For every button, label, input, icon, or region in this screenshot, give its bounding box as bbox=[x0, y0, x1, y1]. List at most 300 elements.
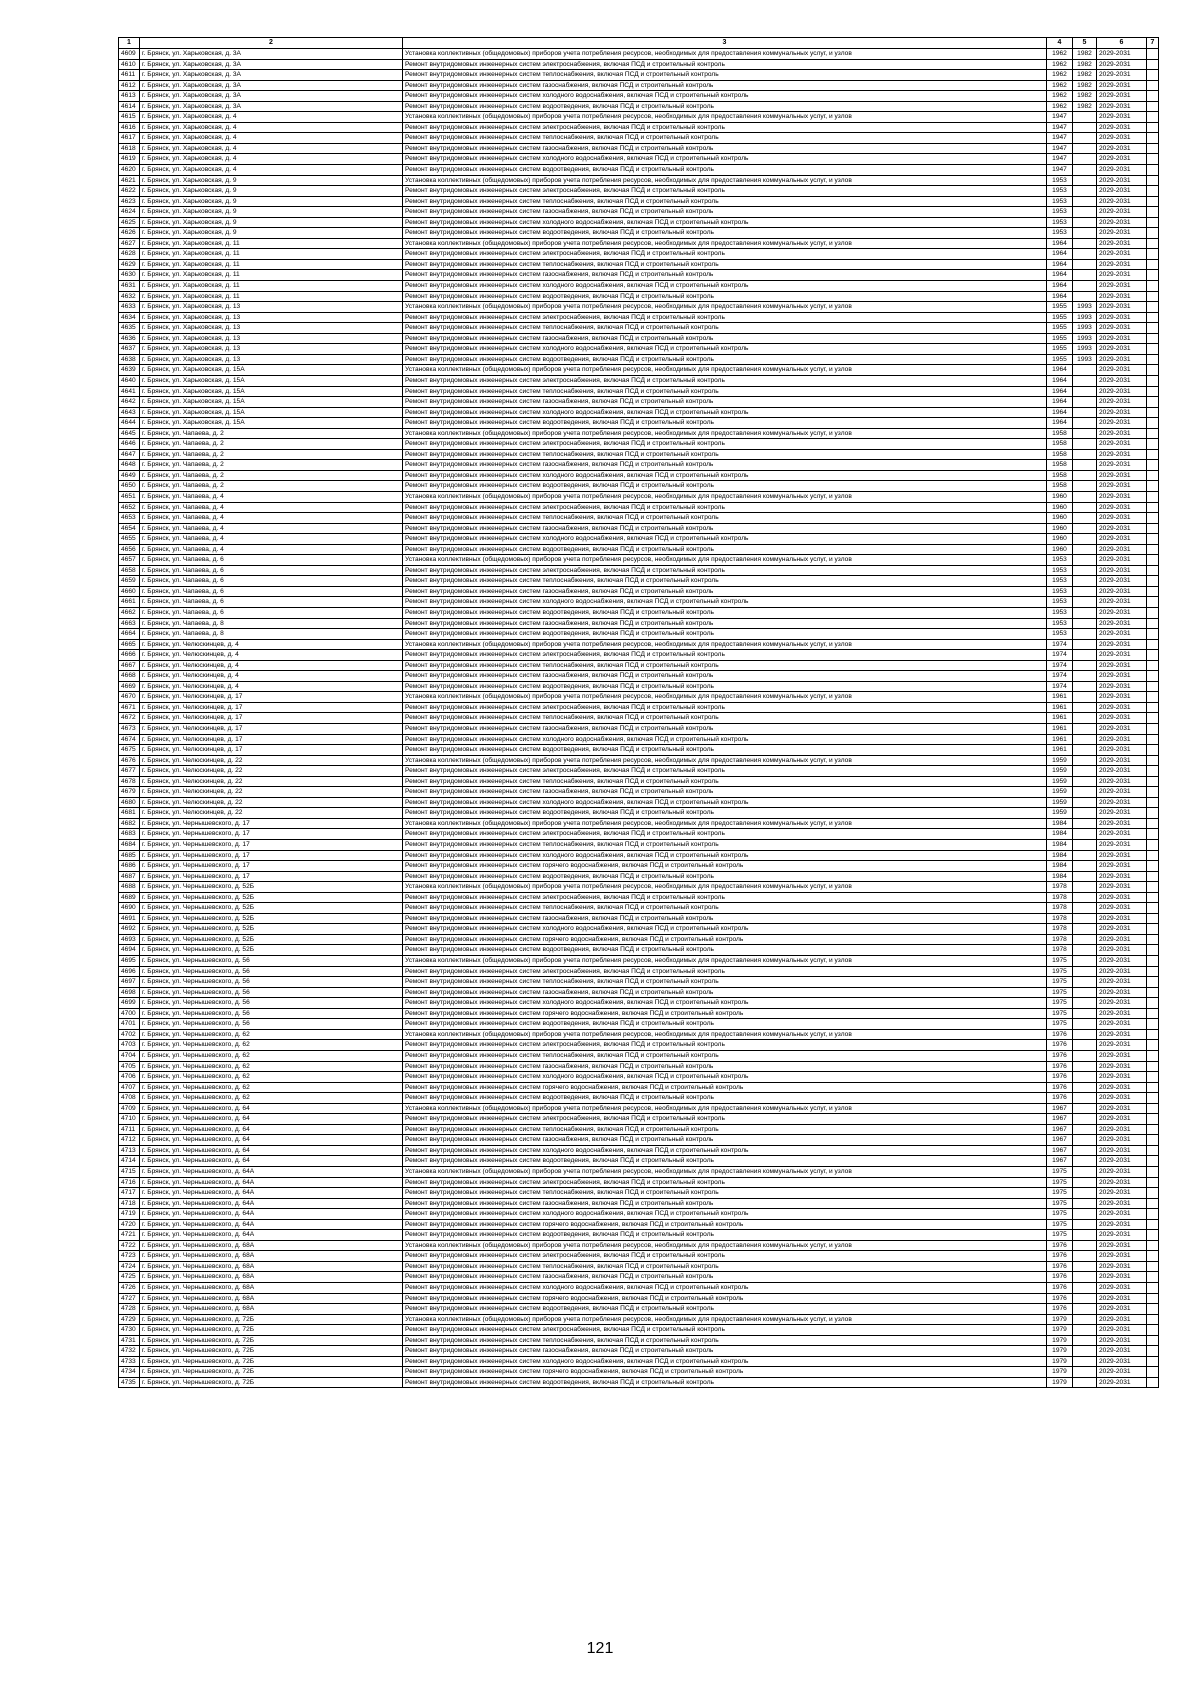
build-year-cell: 1975 bbox=[1047, 977, 1073, 988]
build-year-cell: 1958 bbox=[1047, 470, 1073, 481]
work-type-cell: Ремонт внутридомовых инженерных систем водоотведения, включая ПСД и строительный контроль bbox=[403, 481, 1047, 492]
period-cell: 2029-2031 bbox=[1097, 238, 1147, 249]
renovation-year-cell bbox=[1073, 365, 1097, 376]
table-row bbox=[119, 502, 1159, 513]
renovation-year-cell bbox=[1073, 523, 1097, 534]
table-row bbox=[119, 365, 1159, 376]
table-row bbox=[119, 207, 1159, 218]
address-cell: г. Брянск, ул. Чернышевского, д. 52Б bbox=[140, 924, 403, 935]
address-cell: г. Брянск, ул. Чапаева, д. 2 bbox=[140, 439, 403, 450]
table-row bbox=[119, 681, 1159, 692]
row-number: 4670 bbox=[119, 692, 140, 703]
table-row bbox=[119, 449, 1159, 460]
row-number: 4611 bbox=[119, 70, 140, 81]
period-cell: 2029-2031 bbox=[1097, 882, 1147, 893]
work-type-cell: Ремонт внутридомовых инженерных систем водоотведения, включая ПСД и строительный контроль bbox=[403, 1304, 1047, 1315]
period-cell: 2029-2031 bbox=[1097, 1272, 1147, 1283]
period-cell: 2029-2031 bbox=[1097, 903, 1147, 914]
address-cell: г. Брянск, ул. Харьковская, д. 3А bbox=[140, 49, 403, 60]
period-cell: 2029-2031 bbox=[1097, 122, 1147, 133]
note-cell bbox=[1147, 49, 1159, 60]
address-cell: г. Брянск, ул. Чапаева, д. 8 bbox=[140, 618, 403, 629]
address-cell: г. Брянск, ул. Чернышевского, д. 56 bbox=[140, 1008, 403, 1019]
work-type-cell: Ремонт внутридомовых инженерных систем газоснабжения, включая ПСД и строительный контроль bbox=[403, 618, 1047, 629]
period-cell: 2029-2031 bbox=[1097, 207, 1147, 218]
build-year-cell: 1953 bbox=[1047, 629, 1073, 640]
note-cell bbox=[1147, 1177, 1159, 1188]
work-type-cell: Ремонт внутридомовых инженерных систем электроснабжения, включая ПСД и строительный контроль bbox=[403, 186, 1047, 197]
work-type-cell: Ремонт внутридомовых инженерных систем теплоснабжения, включая ПСД и строительный контроль bbox=[403, 449, 1047, 460]
renovation-year-cell bbox=[1073, 544, 1097, 555]
address-cell: г. Брянск, ул. Харьковская, д. 13 bbox=[140, 344, 403, 355]
address-cell: г. Брянск, ул. Харьковская, д. 13 bbox=[140, 302, 403, 313]
period-cell: 2029-2031 bbox=[1097, 808, 1147, 819]
build-year-cell: 1975 bbox=[1047, 1230, 1073, 1241]
row-number: 4675 bbox=[119, 745, 140, 756]
address-cell: г. Брянск, ул. Челюскинцев, д. 17 bbox=[140, 745, 403, 756]
build-year-cell: 1978 bbox=[1047, 913, 1073, 924]
work-type-cell: Ремонт внутридомовых инженерных систем газоснабжения, включая ПСД и строительный контроль bbox=[403, 270, 1047, 281]
row-number: 4641 bbox=[119, 386, 140, 397]
renovation-year-cell bbox=[1073, 1072, 1097, 1083]
note-cell bbox=[1147, 1135, 1159, 1146]
period-cell: 2029-2031 bbox=[1097, 1377, 1147, 1388]
table-row bbox=[119, 1335, 1159, 1346]
note-cell bbox=[1147, 1209, 1159, 1220]
work-type-cell: Установка коллективных (общедомовых) приборов учета потребления ресурсов, необходимых для предоставления коммунальных услуг, и узлов bbox=[403, 882, 1047, 893]
note-cell bbox=[1147, 1261, 1159, 1272]
note-cell bbox=[1147, 818, 1159, 829]
period-cell: 2029-2031 bbox=[1097, 776, 1147, 787]
row-number: 4720 bbox=[119, 1219, 140, 1230]
row-number: 4676 bbox=[119, 755, 140, 766]
work-type-cell: Ремонт внутридомовых инженерных систем газоснабжения, включая ПСД и строительный контроль bbox=[403, 207, 1047, 218]
address-cell: г. Брянск, ул. Чернышевского, д. 56 bbox=[140, 987, 403, 998]
row-number: 4701 bbox=[119, 1019, 140, 1030]
note-cell bbox=[1147, 1145, 1159, 1156]
note-cell bbox=[1147, 618, 1159, 629]
table-row bbox=[119, 333, 1159, 344]
address-cell: г. Брянск, ул. Чернышевского, д. 62 bbox=[140, 1061, 403, 1072]
period-cell: 2029-2031 bbox=[1097, 586, 1147, 597]
period-cell: 2029-2031 bbox=[1097, 133, 1147, 144]
address-cell: г. Брянск, ул. Харьковская, д. 11 bbox=[140, 291, 403, 302]
work-type-cell: Ремонт внутридомовых инженерных систем водоотведения, включая ПСД и строительный контроль bbox=[403, 1230, 1047, 1241]
renovation-year-cell bbox=[1073, 1008, 1097, 1019]
note-cell bbox=[1147, 713, 1159, 724]
work-type-cell: Ремонт внутридомовых инженерных систем холодного водоснабжения, включая ПСД и строительный контроль bbox=[403, 154, 1047, 165]
work-type-cell: Ремонт внутридомовых инженерных систем газоснабжения, включая ПСД и строительный контроль bbox=[403, 523, 1047, 534]
document-page bbox=[118, 37, 1158, 1388]
renovation-year-cell bbox=[1073, 513, 1097, 524]
period-cell: 2029-2031 bbox=[1097, 1188, 1147, 1199]
build-year-cell: 1964 bbox=[1047, 407, 1073, 418]
renovation-year-cell bbox=[1073, 1282, 1097, 1293]
period-cell: 2029-2031 bbox=[1097, 850, 1147, 861]
period-cell: 2029-2031 bbox=[1097, 745, 1147, 756]
renovation-year-cell bbox=[1073, 713, 1097, 724]
period-cell: 2029-2031 bbox=[1097, 702, 1147, 713]
row-number: 4618 bbox=[119, 143, 140, 154]
period-cell: 2029-2031 bbox=[1097, 871, 1147, 882]
period-cell: 2029-2031 bbox=[1097, 681, 1147, 692]
period-cell: 2029-2031 bbox=[1097, 1314, 1147, 1325]
period-cell: 2029-2031 bbox=[1097, 281, 1147, 292]
table-row bbox=[119, 734, 1159, 745]
renovation-year-cell bbox=[1073, 259, 1097, 270]
row-number: 4668 bbox=[119, 671, 140, 682]
build-year-cell: 1979 bbox=[1047, 1346, 1073, 1357]
table-row bbox=[119, 787, 1159, 798]
work-type-cell: Ремонт внутридомовых инженерных систем горячего водоснабжения, включая ПСД и строительный контроль bbox=[403, 934, 1047, 945]
address-cell: г. Брянск, ул. Чернышевского, д. 62 bbox=[140, 1029, 403, 1040]
row-number: 4636 bbox=[119, 333, 140, 344]
table-row bbox=[119, 513, 1159, 524]
table-row bbox=[119, 850, 1159, 861]
row-number: 4640 bbox=[119, 375, 140, 386]
table-row bbox=[119, 1209, 1159, 1220]
table-row bbox=[119, 534, 1159, 545]
row-number: 4693 bbox=[119, 934, 140, 945]
work-type-cell: Установка коллективных (общедомовых) приборов учета потребления ресурсов, необходимых для предоставления коммунальных услуг, и узлов bbox=[403, 1166, 1047, 1177]
build-year-cell: 1964 bbox=[1047, 238, 1073, 249]
renovation-year-cell bbox=[1073, 133, 1097, 144]
note-cell bbox=[1147, 660, 1159, 671]
address-cell: г. Брянск, ул. Чапаева, д. 8 bbox=[140, 629, 403, 640]
table-row bbox=[119, 418, 1159, 429]
note-cell bbox=[1147, 407, 1159, 418]
build-year-cell: 1953 bbox=[1047, 607, 1073, 618]
table-row bbox=[119, 122, 1159, 133]
note-cell bbox=[1147, 1251, 1159, 1262]
build-year-cell: 1984 bbox=[1047, 871, 1073, 882]
address-cell: г. Брянск, ул. Харьковская, д. 15А bbox=[140, 418, 403, 429]
period-cell: 2029-2031 bbox=[1097, 333, 1147, 344]
renovation-year-cell bbox=[1073, 1093, 1097, 1104]
table-row bbox=[119, 945, 1159, 956]
address-cell: г. Брянск, ул. Челюскинцев, д. 17 bbox=[140, 713, 403, 724]
row-number: 4674 bbox=[119, 734, 140, 745]
address-cell: г. Брянск, ул. Чернышевского, д. 64А bbox=[140, 1188, 403, 1199]
note-cell bbox=[1147, 1124, 1159, 1135]
table-row bbox=[119, 249, 1159, 260]
build-year-cell: 1975 bbox=[1047, 1198, 1073, 1209]
note-cell bbox=[1147, 913, 1159, 924]
period-cell: 2029-2031 bbox=[1097, 998, 1147, 1009]
column-header: 7 bbox=[1147, 38, 1159, 49]
address-cell: г. Брянск, ул. Челюскинцев, д. 4 bbox=[140, 660, 403, 671]
build-year-cell: 1961 bbox=[1047, 713, 1073, 724]
row-number: 4726 bbox=[119, 1282, 140, 1293]
note-cell bbox=[1147, 302, 1159, 313]
capital-repair-table bbox=[118, 37, 1159, 1388]
table-row bbox=[119, 1040, 1159, 1051]
row-number: 4651 bbox=[119, 491, 140, 502]
row-number: 4642 bbox=[119, 397, 140, 408]
build-year-cell: 1984 bbox=[1047, 861, 1073, 872]
build-year-cell: 1978 bbox=[1047, 903, 1073, 914]
address-cell: г. Брянск, ул. Чернышевского, д. 72Б bbox=[140, 1335, 403, 1346]
renovation-year-cell bbox=[1073, 639, 1097, 650]
renovation-year-cell bbox=[1073, 1114, 1097, 1125]
note-cell bbox=[1147, 101, 1159, 112]
period-cell: 2029-2031 bbox=[1097, 597, 1147, 608]
renovation-year-cell bbox=[1073, 1050, 1097, 1061]
work-type-cell: Установка коллективных (общедомовых) приборов учета потребления ресурсов, необходимых для предоставления коммунальных услуг, и узлов bbox=[403, 1029, 1047, 1040]
address-cell: г. Брянск, ул. Харьковская, д. 3А bbox=[140, 101, 403, 112]
period-cell: 2029-2031 bbox=[1097, 977, 1147, 988]
period-cell: 2029-2031 bbox=[1097, 460, 1147, 471]
period-cell: 2029-2031 bbox=[1097, 312, 1147, 323]
column-header: 2 bbox=[140, 38, 403, 49]
work-type-cell: Ремонт внутридомовых инженерных систем газоснабжения, включая ПСД и строительный контроль bbox=[403, 724, 1047, 735]
build-year-cell: 1964 bbox=[1047, 259, 1073, 270]
renovation-year-cell bbox=[1073, 1166, 1097, 1177]
build-year-cell: 1978 bbox=[1047, 945, 1073, 956]
row-number: 4687 bbox=[119, 871, 140, 882]
work-type-cell: Ремонт внутридомовых инженерных систем теплоснабжения, включая ПСД и строительный контроль bbox=[403, 660, 1047, 671]
row-number: 4688 bbox=[119, 882, 140, 893]
note-cell bbox=[1147, 776, 1159, 787]
table-row bbox=[119, 544, 1159, 555]
table-row bbox=[119, 323, 1159, 334]
renovation-year-cell bbox=[1073, 291, 1097, 302]
work-type-cell: Установка коллективных (общедомовых) приборов учета потребления ресурсов, необходимых для предоставления коммунальных услуг, и узлов bbox=[403, 755, 1047, 766]
table-row bbox=[119, 818, 1159, 829]
row-number: 4661 bbox=[119, 597, 140, 608]
table-row bbox=[119, 724, 1159, 735]
table-row bbox=[119, 966, 1159, 977]
table-row bbox=[119, 903, 1159, 914]
build-year-cell: 1962 bbox=[1047, 101, 1073, 112]
build-year-cell: 1947 bbox=[1047, 133, 1073, 144]
note-cell bbox=[1147, 259, 1159, 270]
address-cell: г. Брянск, ул. Чернышевского, д. 64А bbox=[140, 1209, 403, 1220]
note-cell bbox=[1147, 534, 1159, 545]
address-cell: г. Брянск, ул. Чернышевского, д. 17 bbox=[140, 871, 403, 882]
note-cell bbox=[1147, 924, 1159, 935]
build-year-cell: 1961 bbox=[1047, 692, 1073, 703]
work-type-cell: Ремонт внутридомовых инженерных систем водоотведения, включая ПСД и строительный контроль bbox=[403, 681, 1047, 692]
table-row bbox=[119, 776, 1159, 787]
row-number: 4630 bbox=[119, 270, 140, 281]
row-number: 4629 bbox=[119, 259, 140, 270]
address-cell: г. Брянск, ул. Чапаева, д. 6 bbox=[140, 586, 403, 597]
note-cell bbox=[1147, 439, 1159, 450]
address-cell: г. Брянск, ул. Харьковская, д. 4 bbox=[140, 165, 403, 176]
period-cell: 2029-2031 bbox=[1097, 1103, 1147, 1114]
renovation-year-cell bbox=[1073, 998, 1097, 1009]
build-year-cell: 1984 bbox=[1047, 829, 1073, 840]
build-year-cell: 1967 bbox=[1047, 1135, 1073, 1146]
renovation-year-cell bbox=[1073, 1040, 1097, 1051]
note-cell bbox=[1147, 797, 1159, 808]
table-row bbox=[119, 987, 1159, 998]
work-type-cell: Ремонт внутридомовых инженерных систем теплоснабжения, включая ПСД и строительный контроль bbox=[403, 1335, 1047, 1346]
row-number: 4664 bbox=[119, 629, 140, 640]
build-year-cell: 1976 bbox=[1047, 1050, 1073, 1061]
renovation-year-cell bbox=[1073, 597, 1097, 608]
table-row bbox=[119, 1008, 1159, 1019]
address-cell: г. Брянск, ул. Чернышевского, д. 17 bbox=[140, 850, 403, 861]
address-cell: г. Брянск, ул. Чернышевского, д. 68А bbox=[140, 1240, 403, 1251]
period-cell: 2029-2031 bbox=[1097, 1293, 1147, 1304]
column-header: 1 bbox=[119, 38, 140, 49]
header-row bbox=[119, 38, 1159, 49]
address-cell: г. Брянск, ул. Чернышевского, д. 52Б bbox=[140, 892, 403, 903]
period-cell: 2029-2031 bbox=[1097, 1082, 1147, 1093]
build-year-cell: 1960 bbox=[1047, 544, 1073, 555]
note-cell bbox=[1147, 882, 1159, 893]
row-number: 4717 bbox=[119, 1188, 140, 1199]
period-cell: 2029-2031 bbox=[1097, 344, 1147, 355]
build-year-cell: 1953 bbox=[1047, 597, 1073, 608]
build-year-cell: 1976 bbox=[1047, 1261, 1073, 1272]
work-type-cell: Ремонт внутридомовых инженерных систем электроснабжения, включая ПСД и строительный контроль bbox=[403, 375, 1047, 386]
build-year-cell: 1978 bbox=[1047, 882, 1073, 893]
note-cell bbox=[1147, 1082, 1159, 1093]
period-cell: 2029-2031 bbox=[1097, 1219, 1147, 1230]
table-row bbox=[119, 470, 1159, 481]
work-type-cell: Ремонт внутридомовых инженерных систем водоотведения, включая ПСД и строительный контроль bbox=[403, 808, 1047, 819]
row-number: 4731 bbox=[119, 1335, 140, 1346]
table-row bbox=[119, 1029, 1159, 1040]
address-cell: г. Брянск, ул. Чернышевского, д. 52Б bbox=[140, 882, 403, 893]
note-cell bbox=[1147, 281, 1159, 292]
build-year-cell: 1947 bbox=[1047, 112, 1073, 123]
work-type-cell: Ремонт внутридомовых инженерных систем водоотведения, включая ПСД и строительный контроль bbox=[403, 291, 1047, 302]
work-type-cell: Ремонт внутридомовых инженерных систем газоснабжения, включая ПСД и строительный контроль bbox=[403, 671, 1047, 682]
table-row bbox=[119, 671, 1159, 682]
address-cell: г. Брянск, ул. Чернышевского, д. 52Б bbox=[140, 903, 403, 914]
address-cell: г. Брянск, ул. Чернышевского, д. 64А bbox=[140, 1219, 403, 1230]
row-number: 4610 bbox=[119, 59, 140, 70]
period-cell: 2029-2031 bbox=[1097, 502, 1147, 513]
row-number: 4691 bbox=[119, 913, 140, 924]
period-cell: 2029-2031 bbox=[1097, 565, 1147, 576]
address-cell: г. Брянск, ул. Харьковская, д. 9 bbox=[140, 175, 403, 186]
work-type-cell: Ремонт внутридомовых инженерных систем электроснабжения, включая ПСД и строительный контроль bbox=[403, 702, 1047, 713]
build-year-cell: 1976 bbox=[1047, 1240, 1073, 1251]
renovation-year-cell bbox=[1073, 745, 1097, 756]
renovation-year-cell bbox=[1073, 755, 1097, 766]
build-year-cell: 1959 bbox=[1047, 787, 1073, 798]
address-cell: г. Брянск, ул. Челюскинцев, д. 17 bbox=[140, 734, 403, 745]
renovation-year-cell: 1982 bbox=[1073, 70, 1097, 81]
work-type-cell: Ремонт внутридомовых инженерных систем электроснабжения, включая ПСД и строительный контроль bbox=[403, 502, 1047, 513]
table-row bbox=[119, 49, 1159, 60]
address-cell: г. Брянск, ул. Чапаева, д. 4 bbox=[140, 544, 403, 555]
note-cell bbox=[1147, 344, 1159, 355]
renovation-year-cell bbox=[1073, 766, 1097, 777]
row-number: 4679 bbox=[119, 787, 140, 798]
period-cell: 2029-2031 bbox=[1097, 1008, 1147, 1019]
row-number: 4697 bbox=[119, 977, 140, 988]
renovation-year-cell: 1982 bbox=[1073, 91, 1097, 102]
build-year-cell: 1964 bbox=[1047, 291, 1073, 302]
note-cell bbox=[1147, 787, 1159, 798]
table-row bbox=[119, 143, 1159, 154]
period-cell: 2029-2031 bbox=[1097, 491, 1147, 502]
address-cell: г. Брянск, ул. Чернышевского, д. 52Б bbox=[140, 913, 403, 924]
note-cell bbox=[1147, 576, 1159, 587]
build-year-cell: 1979 bbox=[1047, 1367, 1073, 1378]
work-type-cell: Ремонт внутридомовых инженерных систем водоотведения, включая ПСД и строительный контроль bbox=[403, 629, 1047, 640]
row-number: 4683 bbox=[119, 829, 140, 840]
build-year-cell: 1967 bbox=[1047, 1114, 1073, 1125]
build-year-cell: 1964 bbox=[1047, 270, 1073, 281]
row-number: 4709 bbox=[119, 1103, 140, 1114]
address-cell: г. Брянск, ул. Харьковская, д. 13 bbox=[140, 323, 403, 334]
period-cell: 2029-2031 bbox=[1097, 513, 1147, 524]
renovation-year-cell bbox=[1073, 165, 1097, 176]
period-cell: 2029-2031 bbox=[1097, 1230, 1147, 1241]
table-row bbox=[119, 1188, 1159, 1199]
build-year-cell: 1953 bbox=[1047, 576, 1073, 587]
renovation-year-cell bbox=[1073, 1335, 1097, 1346]
renovation-year-cell bbox=[1073, 934, 1097, 945]
note-cell bbox=[1147, 1019, 1159, 1030]
build-year-cell: 1979 bbox=[1047, 1314, 1073, 1325]
note-cell bbox=[1147, 133, 1159, 144]
renovation-year-cell bbox=[1073, 112, 1097, 123]
address-cell: г. Брянск, ул. Челюскинцев, д. 4 bbox=[140, 681, 403, 692]
address-cell: г. Брянск, ул. Чернышевского, д. 56 bbox=[140, 966, 403, 977]
row-number: 4712 bbox=[119, 1135, 140, 1146]
address-cell: г. Брянск, ул. Харьковская, д. 4 bbox=[140, 154, 403, 165]
renovation-year-cell bbox=[1073, 1367, 1097, 1378]
row-number: 4724 bbox=[119, 1261, 140, 1272]
table-row bbox=[119, 91, 1159, 102]
note-cell bbox=[1147, 397, 1159, 408]
row-number: 4682 bbox=[119, 818, 140, 829]
renovation-year-cell bbox=[1073, 1261, 1097, 1272]
work-type-cell: Ремонт внутридомовых инженерных систем газоснабжения, включая ПСД и строительный контроль bbox=[403, 913, 1047, 924]
period-cell: 2029-2031 bbox=[1097, 861, 1147, 872]
table-row bbox=[119, 312, 1159, 323]
renovation-year-cell bbox=[1073, 808, 1097, 819]
period-cell: 2029-2031 bbox=[1097, 1135, 1147, 1146]
note-cell bbox=[1147, 629, 1159, 640]
note-cell bbox=[1147, 808, 1159, 819]
build-year-cell: 1967 bbox=[1047, 1156, 1073, 1167]
period-cell: 2029-2031 bbox=[1097, 397, 1147, 408]
build-year-cell: 1964 bbox=[1047, 281, 1073, 292]
work-type-cell: Ремонт внутридомовых инженерных систем электроснабжения, включая ПСД и строительный контроль bbox=[403, 59, 1047, 70]
work-type-cell: Ремонт внутридомовых инженерных систем газоснабжения, включая ПСД и строительный контроль bbox=[403, 80, 1047, 91]
note-cell bbox=[1147, 1282, 1159, 1293]
period-cell: 2029-2031 bbox=[1097, 91, 1147, 102]
build-year-cell: 1978 bbox=[1047, 934, 1073, 945]
note-cell bbox=[1147, 1156, 1159, 1167]
note-cell bbox=[1147, 418, 1159, 429]
period-cell: 2029-2031 bbox=[1097, 766, 1147, 777]
period-cell: 2029-2031 bbox=[1097, 228, 1147, 239]
note-cell bbox=[1147, 1293, 1159, 1304]
address-cell: г. Брянск, ул. Чапаева, д. 2 bbox=[140, 449, 403, 460]
table-row bbox=[119, 133, 1159, 144]
work-type-cell: Ремонт внутридомовых инженерных систем холодного водоснабжения, включая ПСД и строительный контроль bbox=[403, 281, 1047, 292]
work-type-cell: Ремонт внутридомовых инженерных систем горячего водоснабжения, включая ПСД и строительный контроль bbox=[403, 1008, 1047, 1019]
table-row bbox=[119, 1093, 1159, 1104]
row-number: 4613 bbox=[119, 91, 140, 102]
renovation-year-cell bbox=[1073, 1209, 1097, 1220]
address-cell: г. Брянск, ул. Чернышевского, д. 56 bbox=[140, 998, 403, 1009]
table-row bbox=[119, 755, 1159, 766]
period-cell: 2029-2031 bbox=[1097, 154, 1147, 165]
renovation-year-cell bbox=[1073, 270, 1097, 281]
renovation-year-cell bbox=[1073, 702, 1097, 713]
